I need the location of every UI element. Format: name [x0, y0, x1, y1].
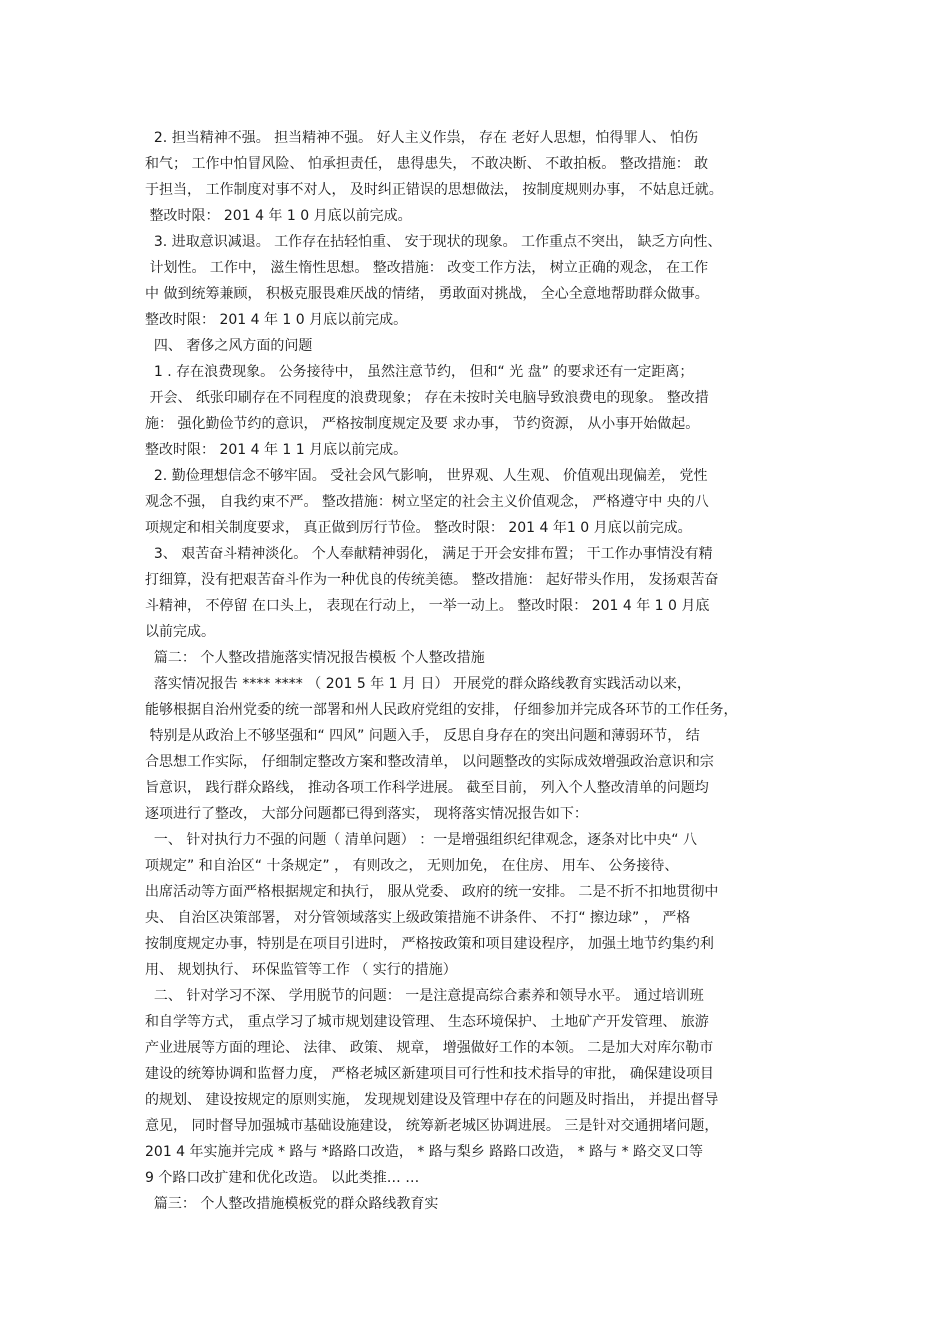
text-line: 用、 规划执行、 环保监管等工作 （ 实行的措施） — [145, 962, 457, 978]
text-line: 一、 针对执行力不强的问题（ 清单问题） ：一是增强组织纪律观念，逐条对比中央“ 八 — [145, 832, 697, 848]
text-line: 整改时限： 201 4 年 1 0 月底以前完成。 — [145, 208, 412, 224]
text-line: 斗精神， 不停留 在口头上， 表现在行动上， 一举一动上。 整改时限： 201 4 年 1 0 月底 — [145, 598, 710, 614]
text-line: 出席活动等方面严格根据规定和执行， 服从党委、 政府的统一安排。 二是不折不扣地贯彻中 — [145, 884, 719, 900]
text-line: 9 个路口改扩建和优化改造。 以此类推… … — [145, 1170, 420, 1186]
text-line: 以前完成。 — [145, 624, 215, 640]
text-line: 的规划、 建设按规定的原则实施， 发现规划建设及管理中存在的问题及时指出， 并提出督导 — [145, 1092, 719, 1108]
text-line: 产业进展等方面的理论、 法律、 政策、 规章， 增强做好工作的本领。 二是加大对库尔勒市 — [145, 1040, 714, 1056]
text-line: 和自学等方式， 重点学习了城市规划建设管理、 生态环境保护、 土地矿产开发管理、 旅游 — [145, 1014, 709, 1030]
text-line: 施： 强化勤俭节约的意识， 严格按制度规定及要 求办事， 节约资源， 从小事开始做起。 — [145, 416, 700, 432]
text-line: 特别是从政治上不够坚强和“ 四风” 问题入手， 反思自身存在的突出问题和薄弱环节， 结 — [145, 728, 700, 744]
text-line: 于担当， 工作制度对事不对人， 及时纠正错误的思想做法， 按制度规则办事， 不姑息迁就。 — [145, 182, 723, 198]
text-line: 整改时限： 201 4 年 1 0 月底以前完成。 — [145, 312, 408, 328]
text-line: 打细算，没有把艰苦奋斗作为一种优良的传统美德。 整改措施： 起好带头作用， 发扬艰苦奋 — [145, 572, 719, 588]
text-line: 3、 艰苦奋斗精神淡化。 个人奉献精神弱化， 满足于开会安排布置； 干工作办事情没有精 — [145, 546, 713, 562]
text-line: 意见， 同时督导加强城市基础设施建设， 统筹新老城区协调进展。 三是针对交通拥堵问题， — [145, 1118, 719, 1134]
text-line: 旨意识， 践行群众路线， 推动各项工作科学进展。 截至目前， 列入个人整改清单的问题均 — [145, 780, 709, 796]
text-line: 逐项进行了整改， 大部分问题都已得到落实， 现将落实情况报告如下： — [145, 806, 588, 822]
text-line: 合思想工作实际， 仔细制定整改方案和整改清单， 以问题整改的实际成效增强政治意识和宗 — [145, 754, 714, 770]
text-line: 二、 针对学习不深、 学用脱节的问题： 一是注意提高综合素养和领导水平。 通过培训班 — [145, 988, 704, 1004]
text-line: 201 4 年实施并完成 * 路与 *路路口改造， * 路与梨乡 路路口改造， * 路与 * 路交叉口等 — [145, 1144, 704, 1160]
text-line: 1 . 存在浪费现象。 公务接待中， 虽然注意节约， 但和“ 光 盘” 的要求还有一定距离； — [145, 364, 694, 380]
text-line: 3. 进取意识减退。 工作存在拈轻怕重、 安于现状的现象。 工作重点不突出， 缺乏方向性、 — [145, 234, 722, 250]
document-body — [145, 125, 815, 1217]
text-line: 项规定” 和自治区“ 十条规定” ， 有则改之， 无则加免， 在住房、 用车、 公务接待、 — [145, 858, 679, 874]
text-line: 央、 自治区决策部署， 对分管领域落实上级政策措施不讲条件、 不打“ 擦边球” ， 严格 — [145, 910, 691, 926]
text-line: 开会、 纸张印刷存在不同程度的浪费现象； 存在未按时关电脑导致浪费电的现象。 整改措 — [145, 390, 709, 406]
text-line: 整改时限： 201 4 年 1 1 月底以前完成。 — [145, 442, 408, 458]
text-line: 2. 勤俭理想信念不够牢固。 受社会风气影响， 世界观、人生观、 价值观出现偏差， 党性 — [145, 468, 708, 484]
text-line: 落实情况报告 **** **** （ 201 5 年 1 月 日） 开展党的群众路线教育实践活动以来， — [145, 676, 691, 692]
text-line: 四、 奢侈之风方面的问题 — [145, 338, 313, 354]
text-line: 按制度规定办事，特别是在项目引进时， 严格按政策和项目建设程序， 加强土地节约集约利 — [145, 936, 714, 952]
text-line: 篇三： 个人整改措施模板党的群众路线教育实 — [145, 1196, 439, 1212]
text-line: 项规定和相关制度要求， 真正做到厉行节俭。 整改时限： 201 4 年1 0 月底以前完成。 — [145, 520, 692, 536]
text-line: 计划性。 工作中， 滋生惰性思想。 整改措施： 改变工作方法， 树立正确的观念， 在工作 — [145, 260, 709, 276]
text-line: 能够根据自治州党委的统一部署和州人民政府党组的安排， 仔细参加并完成各环节的工作任务， — [145, 702, 738, 718]
text-line: 建设的统筹协调和监督力度， 严格老城区新建项目可行性和技术指导的审批， 确保建设项目 — [145, 1066, 714, 1082]
text-line: 和气； 工作中怕冒风险、 怕承担责任， 患得患失， 不敢决断、 不敢拍板。 整改措施： 敢 — [145, 156, 709, 172]
text-line: 篇二： 个人整改措施落实情况报告模板 个人整改措施 — [145, 650, 485, 666]
text-line: 中 做到统筹兼顾， 积极克服畏难厌战的情绪， 勇敢面对挑战， 全心全意地帮助群众做事。 — [145, 286, 709, 302]
text-line: 2. 担当精神不强。 担当精神不强。 好人主义作祟， 存在 老好人思想，怕得罪人、 怕伤 — [145, 130, 698, 146]
text-line: 观念不强， 自我约束不严。 整改措施：树立坚定的社会主义价值观念， 严格遵守中 央的八 — [145, 494, 709, 510]
